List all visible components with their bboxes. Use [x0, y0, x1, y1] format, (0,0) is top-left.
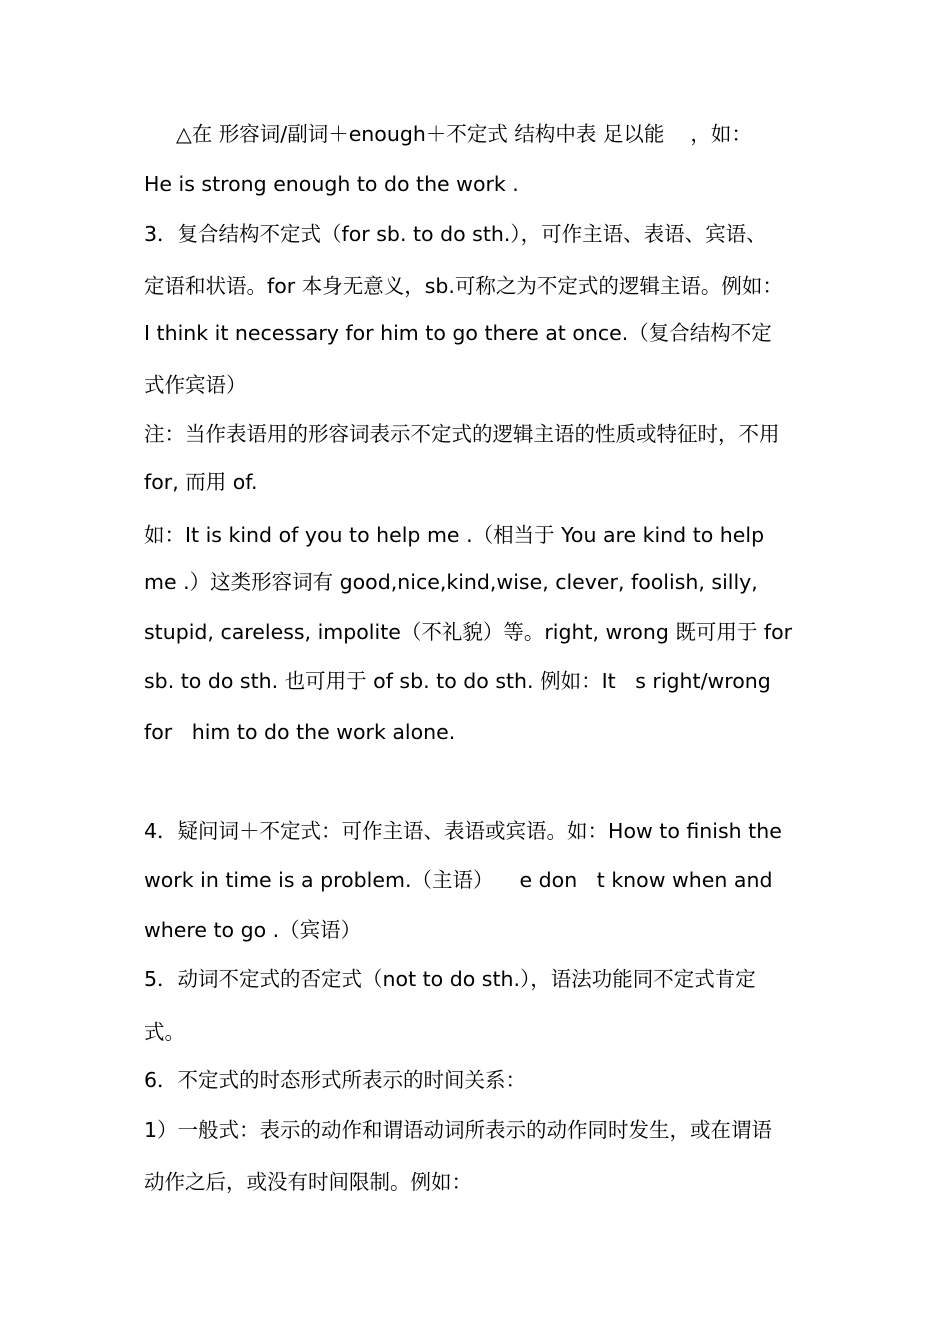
text-line-1: △在 形容词/副词＋enough＋不定式 结构中表 足以能 ，如： — [176, 122, 752, 146]
text-line-14: 4．疑问词＋不定式：可作主语、表语或宾语。如：How to finish the — [144, 819, 782, 843]
text-line-19: 6．不定式的时态形式所表示的时间关系： — [144, 1068, 527, 1092]
text-line-4: 定语和状语。for 本身无意义，sb.可称之为不定式的逻辑主语。例如： — [144, 274, 783, 298]
text-line-15: work in time is a problem.（主语） e don t know when and — [144, 868, 773, 892]
text-line-3: 3．复合结构不定式（for sb. to do sth.），可作主语、表语、宾语、 — [144, 222, 767, 246]
text-line-21: 动作之后，或没有时间限制。例如： — [144, 1170, 472, 1194]
text-line-10: me .）这类形容词有 good,nice,kind,wise, clever, foolish, silly, — [144, 570, 758, 594]
text-line-18: 式。 — [144, 1020, 185, 1044]
text-line-8: for, 而用 of. — [144, 470, 258, 494]
text-line-16: where to go .（宾语） — [144, 918, 362, 942]
text-line-20: 1）一般式：表示的动作和谓语动词所表示的动作同时发生，或在谓语 — [144, 1118, 773, 1142]
text-line-13: for him to do the work alone. — [144, 720, 456, 744]
text-line-7: 注：当作表语用的形容词表示不定式的逻辑主语的性质或特征时，不用 — [144, 422, 780, 446]
text-line-12: sb. to do sth. 也可用于 of sb. to do sth. 例如：It s right/wrong — [144, 669, 771, 693]
text-line-6: 式作宾语） — [144, 373, 247, 397]
text-line-2: He is strong enough to do the work . — [144, 172, 519, 196]
text-line-5: I think it necessary for him to go there at once.（复合结构不定 — [144, 321, 772, 345]
text-line-17: 5．动词不定式的否定式（not to do sth.），语法功能同不定式肯定 — [144, 967, 756, 991]
text-line-11: stupid, careless, impolite（不礼貌）等。right, wrong 既可用于 for — [144, 620, 793, 644]
text-line-9: 如：It is kind of you to help me .（相当于 You are kind to help — [144, 523, 765, 547]
